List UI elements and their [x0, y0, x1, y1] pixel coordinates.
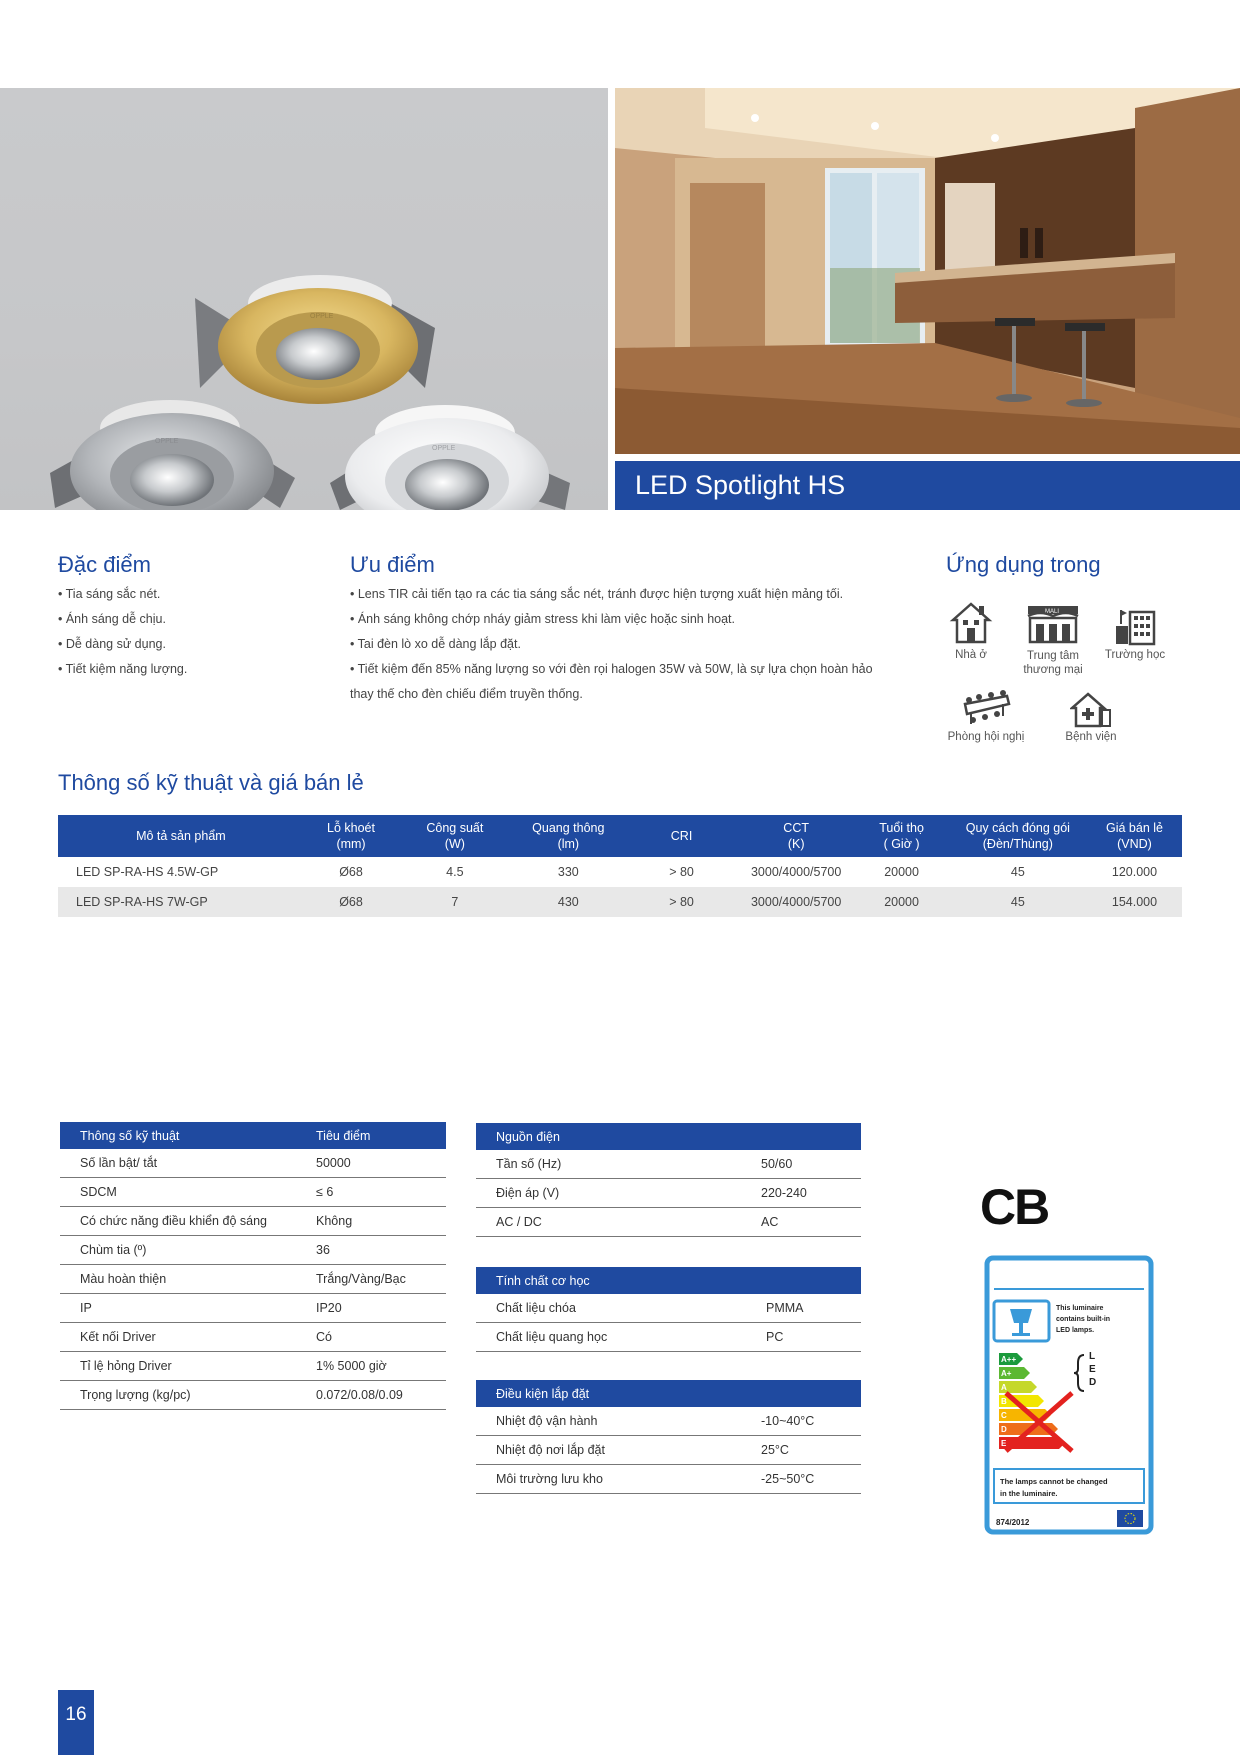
table-row: [476, 1150, 861, 1179]
energy-class: A: [1001, 1383, 1007, 1392]
spec-label: Có chức năng điều khiển độ sáng: [60, 1207, 296, 1236]
advantages-heading: Ưu điểm: [350, 552, 435, 577]
table-row: [476, 1179, 861, 1208]
spec-label: Chùm tia (º): [60, 1236, 296, 1265]
spec-value: 36: [296, 1236, 446, 1265]
notice-line: in the luminaire.: [1000, 1489, 1058, 1498]
applications-heading: Ứng dụng trong: [946, 552, 1101, 577]
spec-label: Trọng lượng (kg/pc): [60, 1381, 296, 1410]
table-row: [60, 1352, 446, 1381]
features-list: [58, 582, 187, 682]
column-header-unit: (VND): [1117, 837, 1152, 851]
cb-mark: CB: [980, 1179, 1049, 1235]
installation-conditions-table: [476, 1380, 861, 1494]
features-heading: Đặc điểm: [58, 552, 151, 577]
table-row: [476, 1407, 861, 1436]
section-header: Điều kiện lắp đặt: [476, 1380, 861, 1407]
column-header-label: CCT: [783, 821, 809, 835]
column-header: [304, 815, 398, 857]
interior-illustration: [615, 88, 1240, 454]
column-header-label: Quy cách đóng gói: [965, 821, 1070, 835]
application-mall: [1016, 600, 1090, 677]
application-label: Nhà ở: [955, 649, 987, 661]
energy-class: E: [1001, 1439, 1007, 1448]
table-row: [60, 1178, 446, 1207]
spec-value: -25~50°C: [741, 1465, 861, 1494]
application-label: Trường học: [1104, 649, 1166, 661]
column-header-unit: (W): [444, 837, 465, 851]
spec-label: Số lần bật/ tắt: [60, 1149, 296, 1178]
spec-label: SDCM: [60, 1178, 296, 1207]
column-header-unit: (Đèn/Thùng): [982, 837, 1053, 851]
brand-mark: OPPLE: [155, 438, 179, 445]
spec-label: Chất liệu quang học: [476, 1323, 746, 1352]
spec-label: Tần số (Hz): [476, 1150, 741, 1179]
spec-label: Nhiệt độ nơi lắp đặt: [476, 1436, 741, 1465]
list-item: • Tiết kiệm năng lượng.: [58, 662, 188, 676]
cutout-cell: Ø68: [304, 887, 398, 917]
price-cell: 120.000: [1111, 865, 1158, 879]
spec-header: Thông số kỹ thuật: [60, 1122, 296, 1149]
material-table: [476, 1267, 861, 1352]
label-text-line: LED lamps.: [1056, 1327, 1095, 1334]
application-label: Trung tâm thương mại: [1023, 650, 1083, 676]
table-header-row: [476, 1123, 861, 1150]
interior-photo: [615, 88, 1240, 454]
pricing-heading: Thông số kỹ thuật và giá bán lẻ: [58, 770, 364, 795]
led-letter: D: [1089, 1377, 1097, 1388]
list-item: • Tiết kiệm đến 85% năng lượng so với đèn rọi halogen 35W và 50W, là sự lựa chọn hoàn hảo: [350, 662, 873, 676]
energy-class: A++: [1001, 1355, 1017, 1364]
mall-sign: MALL: [1045, 609, 1061, 615]
spec-label: AC / DC: [476, 1208, 741, 1237]
column-header-unit: (lm): [557, 837, 580, 851]
product-description: LED SP-RA-HS 7W-GP: [58, 887, 304, 917]
spec-value: Không: [296, 1207, 446, 1236]
product-description: LED SP-RA-HS 4.5W-GP: [76, 865, 219, 879]
table-row: [60, 1236, 446, 1265]
spec-label: Nhiệt độ vận hành: [476, 1407, 741, 1436]
spec-label: Tỉ lệ hỏng Driver: [60, 1352, 296, 1381]
energy-label-graphic: [984, 1255, 1154, 1535]
brand-mark: OPPLE: [432, 445, 456, 452]
conference-icon: [959, 690, 1013, 728]
lifetime-cell: 20000: [884, 865, 919, 879]
power-source-table: [476, 1123, 861, 1237]
spec-value: ≤ 6: [296, 1178, 446, 1207]
label-text-line: contains built-in: [1056, 1316, 1111, 1323]
brand-mark: OPPLE: [310, 313, 334, 320]
table-row: [60, 1323, 446, 1352]
application-school: [1100, 606, 1170, 661]
spec-header: Tiêu điểm: [296, 1122, 446, 1149]
lumen-cell: 330: [557, 865, 579, 879]
list-item: • Ánh sáng không chớp nháy giảm stress khi làm việc hoặc sinh hoạt.: [350, 612, 736, 626]
column-header-label: CRI: [670, 829, 693, 843]
column-header: [738, 815, 854, 857]
application-conference: [940, 690, 1032, 743]
column-header: [854, 815, 948, 857]
column-header: [625, 815, 738, 857]
spec-label: Kết nối Driver: [60, 1323, 296, 1352]
column-header-unit: (K): [787, 837, 805, 851]
spec-value: -10~40°C: [741, 1407, 861, 1436]
table-row: [60, 1265, 446, 1294]
table-row: [60, 1207, 446, 1236]
packing-cell: 45: [949, 887, 1087, 917]
advantages-list: [350, 582, 873, 707]
energy-class: B: [1001, 1397, 1007, 1406]
column-header: [1087, 815, 1182, 857]
table-row: [60, 1149, 446, 1178]
table-row: [476, 1294, 861, 1323]
column-header-label: Mô tả sản phẩm: [136, 829, 226, 843]
spec-value: Có: [296, 1323, 446, 1352]
list-item: • Dễ dàng sử dụng.: [58, 637, 166, 651]
cri-cell: > 80: [669, 865, 694, 879]
section-header: Tính chất cơ học: [476, 1267, 861, 1294]
spec-label: IP: [60, 1294, 296, 1323]
spec-label: Điện áp (V): [476, 1179, 741, 1208]
cri-cell: > 80: [625, 887, 738, 917]
list-item: • Ánh sáng dễ chịu.: [58, 612, 166, 626]
product-photo: [0, 88, 608, 510]
energy-class: A+: [1001, 1369, 1012, 1378]
table-row: [476, 1465, 861, 1494]
spec-value: AC: [741, 1208, 861, 1237]
packing-cell: 45: [1010, 865, 1025, 879]
cct-cell: 3000/4000/5700: [738, 887, 854, 917]
table-row: [58, 857, 1182, 887]
power-cell: 4.5: [446, 865, 464, 879]
spotlight-product-illustration: [0, 88, 608, 510]
product-title: LED Spotlight HS: [615, 461, 1240, 510]
table-row: [476, 1208, 861, 1237]
hospital-icon: [1070, 690, 1112, 728]
notice-line: The lamps cannot be changed: [1000, 1477, 1108, 1486]
spec-label: Màu hoàn thiện: [60, 1265, 296, 1294]
column-header: [511, 815, 625, 857]
table-row: [60, 1381, 446, 1410]
table-row: [476, 1436, 861, 1465]
column-header-label: Quang thông: [532, 821, 605, 835]
column-header-label: Lỗ khoét: [327, 821, 375, 835]
school-icon: [1112, 606, 1158, 646]
technical-specs-table: [60, 1122, 446, 1410]
table-header-row: [58, 815, 1182, 857]
column-header-unit: ( Giờ ): [883, 837, 920, 851]
spec-value: 50000: [296, 1149, 446, 1178]
list-item: thay thế cho đèn chiếu điểm truyền thống.: [350, 687, 583, 701]
house-icon: [949, 600, 993, 646]
list-item: • Tia sáng sắc nét.: [58, 587, 161, 601]
label-text-line: This luminaire: [1056, 1305, 1104, 1312]
table-row: [58, 887, 1182, 917]
column-header-label: Tuổi thọ: [879, 821, 924, 835]
spec-label: Chất liệu chóa: [476, 1294, 746, 1323]
led-letter: E: [1089, 1364, 1096, 1375]
column-header: [949, 815, 1087, 857]
column-header: [58, 815, 304, 857]
column-header: [398, 815, 511, 857]
table-header-row: [60, 1122, 446, 1149]
table-header-row: [476, 1380, 861, 1407]
page-number: 16: [58, 1690, 94, 1755]
application-label: Phòng hội nghị: [947, 731, 1025, 743]
list-item: • Lens TIR cải tiến tạo ra các tia sáng sắc nét, tránh được hiện tượng xuất hiện mảng tối.: [350, 587, 844, 601]
spec-value: 25°C: [741, 1436, 861, 1465]
power-cell: 7: [398, 887, 511, 917]
energy-label: [984, 1255, 1154, 1535]
table-header-row: [476, 1267, 861, 1294]
regulation-number: 874/2012: [996, 1518, 1030, 1527]
lifetime-cell: 20000: [854, 887, 948, 917]
spec-value: PC: [746, 1323, 861, 1352]
spec-label: Môi trường lưu kho: [476, 1465, 741, 1494]
application-label: Bệnh viện: [1065, 731, 1117, 743]
energy-class: D: [1001, 1425, 1007, 1434]
spec-value: Trắng/Vàng/Bạc: [296, 1265, 446, 1294]
led-letter: L: [1089, 1351, 1096, 1362]
application-hospital: [1054, 690, 1128, 743]
spec-value: 220-240: [741, 1179, 861, 1208]
list-item: • Tai đèn lò xo dễ dàng lắp đặt.: [350, 637, 521, 651]
price-cell: 154.000: [1087, 887, 1182, 917]
lumen-cell: 430: [511, 887, 625, 917]
spec-value: IP20: [296, 1294, 446, 1323]
column-header-label: Công suất: [426, 821, 484, 835]
cutout-cell: Ø68: [339, 865, 363, 879]
section-header: Nguồn điện: [476, 1123, 861, 1150]
spec-value: 1% 5000 giờ: [296, 1352, 446, 1381]
mall-icon: [1024, 600, 1082, 646]
column-header-unit: (mm): [336, 837, 366, 851]
spec-value: PMMA: [746, 1294, 861, 1323]
table-row: [60, 1294, 446, 1323]
energy-class: C: [1001, 1411, 1007, 1420]
spec-value: 50/60: [741, 1150, 861, 1179]
cct-cell: 3000/4000/5700: [750, 865, 842, 879]
spec-value: 0.072/0.08/0.09: [296, 1381, 446, 1410]
column-header-label: Giá bán lẻ: [1105, 821, 1163, 835]
pricing-table: [58, 815, 1182, 917]
table-row: [476, 1323, 861, 1352]
application-home: [940, 600, 1002, 661]
